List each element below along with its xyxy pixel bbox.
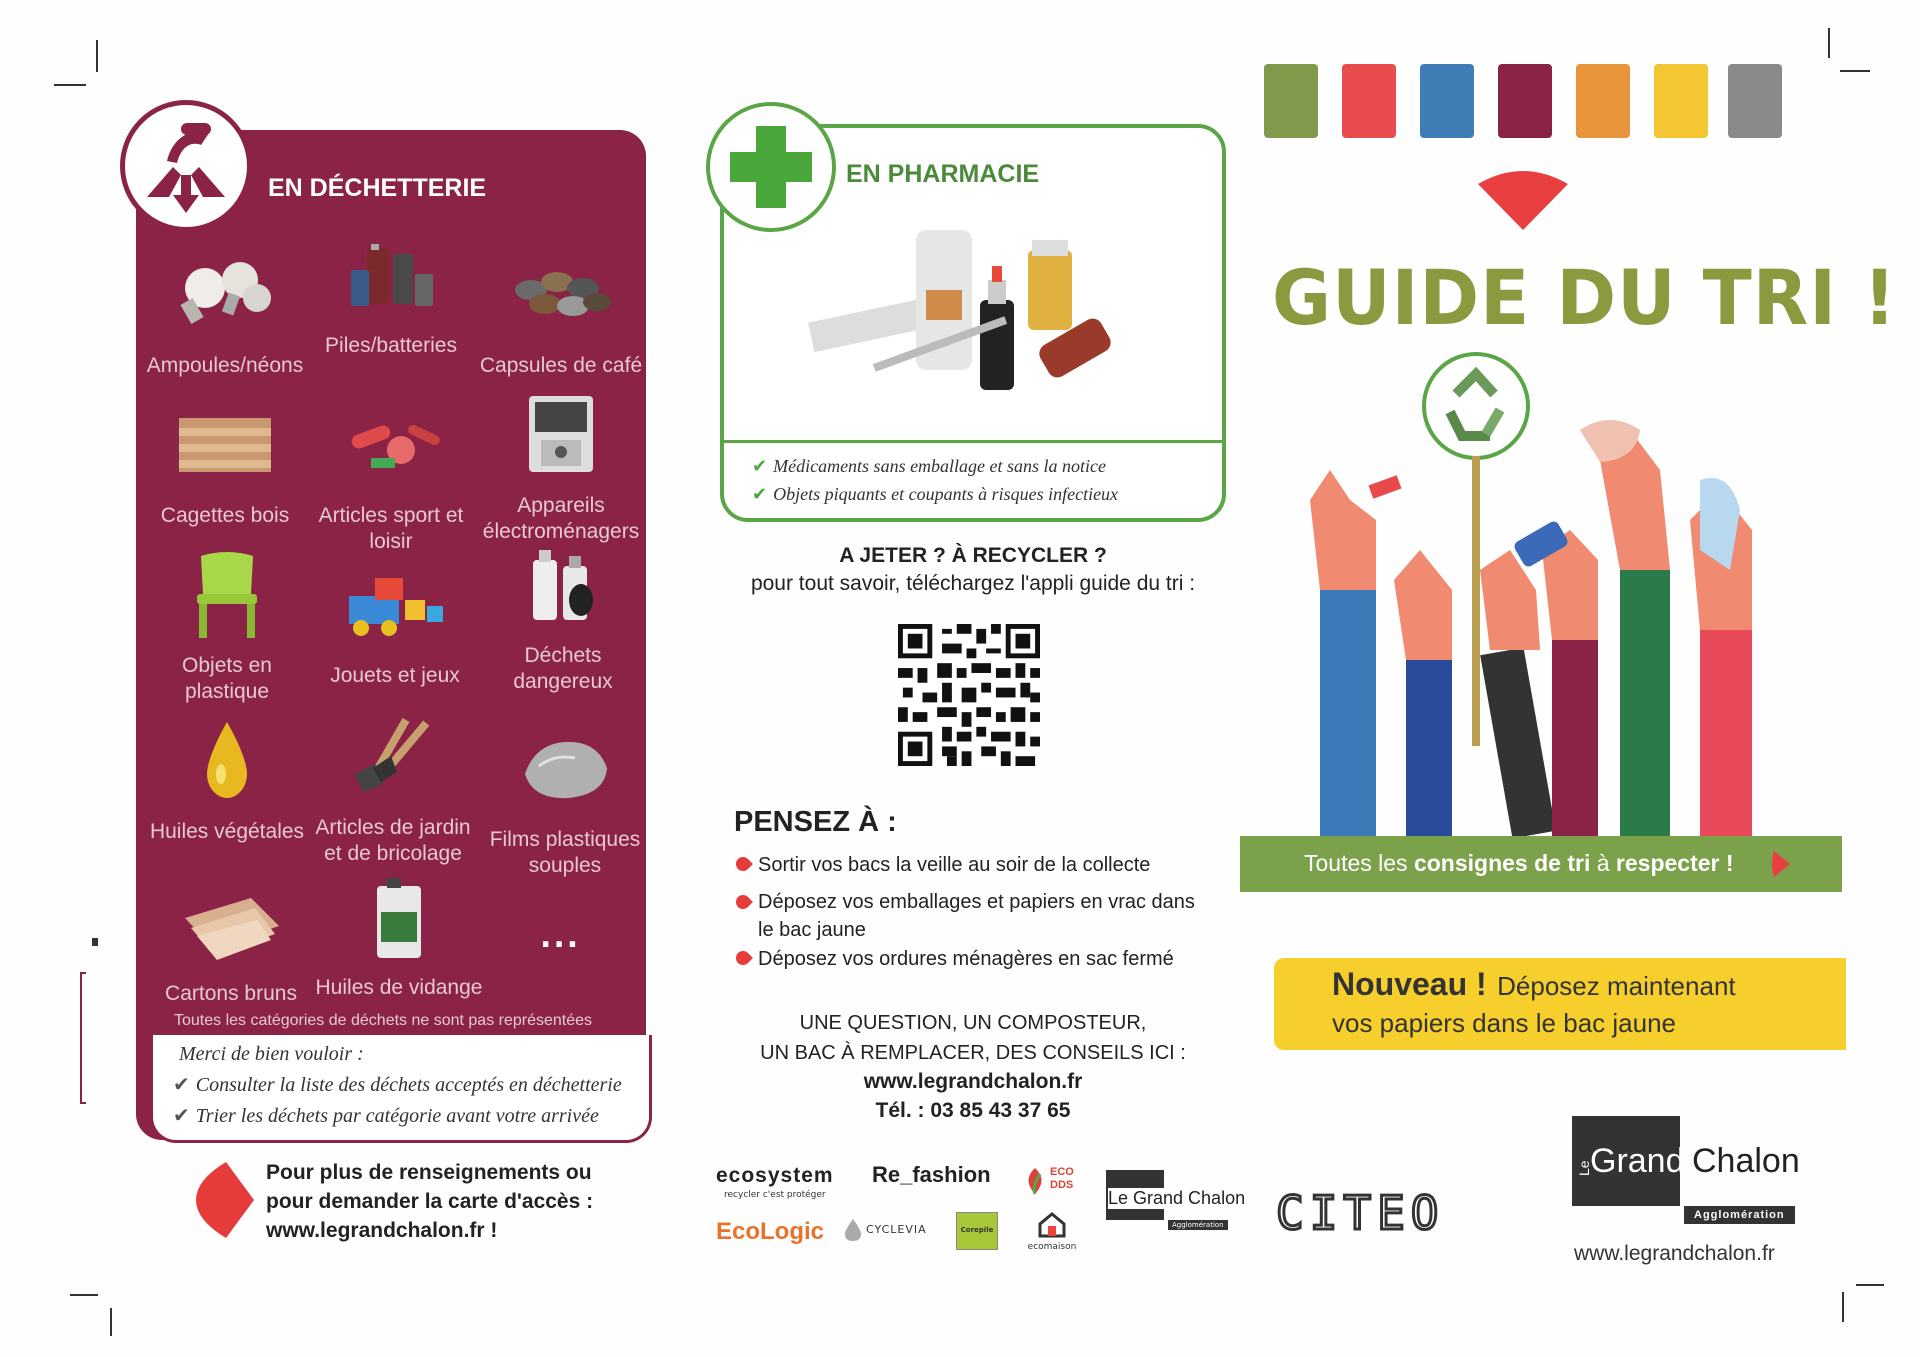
oil-drop-icon	[167, 716, 287, 806]
item-label: Cartons bruns	[165, 982, 297, 1005]
merci-item-text: Trier les déchets par catégorie avant votre arrivée	[195, 1105, 599, 1127]
corepile-text: Corepile	[960, 1226, 994, 1234]
item-sport	[306, 400, 476, 555]
info-text: Pour plus de renseignements ou pour demander la carte d'accès : www.legrandchalon.fr !	[266, 1161, 594, 1242]
item-label: Cagettes bois	[160, 504, 290, 527]
item-huiles-vegetales	[142, 716, 312, 845]
merci-item	[173, 1103, 629, 1128]
item-dechets-dangereux	[478, 540, 648, 695]
item-huiles-vidange	[314, 872, 484, 1001]
item-label: Films plastiques souples	[489, 828, 641, 877]
banner-text-mid: à	[1590, 850, 1616, 876]
nouveau-text1: Déposez maintenant	[1497, 971, 1736, 1001]
color-swatch	[1498, 64, 1552, 138]
color-swatch	[1264, 64, 1318, 138]
plastic-chair-icon	[167, 550, 287, 640]
check-icon: ✔	[752, 456, 768, 476]
pensez-item-text: Déposez vos emballages et papiers en vrac dans le bac jaune	[758, 891, 1195, 941]
ecodds-text: ECO DDS	[1050, 1166, 1074, 1191]
pensez-item-text: Sortir vos bacs la veille au soir de la collecte	[758, 854, 1151, 876]
item-jouets	[310, 560, 480, 689]
nouveau-line1	[1332, 966, 1736, 1003]
red-bullet-icon	[733, 854, 753, 874]
crop-mark	[1842, 1292, 1844, 1322]
item-label: Appareils électroménagers	[482, 494, 640, 543]
grandchalon-logo	[1572, 1116, 1804, 1234]
more-dots-icon: ...	[540, 920, 581, 955]
item-label: Huiles végétales	[149, 820, 305, 843]
check-icon: ✔	[173, 1074, 190, 1096]
item-films	[480, 724, 650, 879]
battery-icon	[331, 230, 451, 320]
item-cagettes	[140, 400, 310, 529]
crop-mark	[110, 1308, 112, 1336]
cyclevia-text: CYCLEVIA	[866, 1223, 927, 1236]
dechetterie-note: Toutes les catégories de déchets ne sont pas représentées	[174, 1012, 593, 1029]
grandchalon-logo-le: Le	[1576, 1160, 1592, 1176]
refashion-logo: Re_fashion	[872, 1162, 991, 1187]
item-label: Capsules de café	[479, 354, 643, 377]
crop-mark	[80, 972, 86, 1104]
crop-mark	[1840, 70, 1870, 72]
crop-dot	[92, 938, 98, 946]
app-text: pour tout savoir, téléchargez l'appli guide du tri :	[750, 572, 1196, 595]
item-capsules	[476, 250, 646, 379]
guide-title: GUIDE DU TRI !	[1272, 253, 1897, 343]
recycling-hand-icon	[125, 105, 247, 227]
pharmacy-item-text: Objets piquants et coupants à risques infectieux	[773, 484, 1119, 504]
nouveau-banner	[1274, 958, 1846, 1050]
pensez-item	[736, 888, 1196, 944]
contact-line2: UN BAC À REMPLACER, DES CONSEILS ICI :	[760, 1042, 1186, 1064]
center-phone: Tél. : 03 85 43 37 65	[875, 1099, 1071, 1122]
citeo-logo: CITEO	[1276, 1186, 1445, 1240]
item-label: Piles/batteries	[325, 334, 457, 357]
dechetterie-badge	[120, 100, 252, 232]
ecomaison-logo	[1022, 1212, 1082, 1252]
ecomaison-text: ecomaison	[1027, 1242, 1077, 1252]
pharmacy-divider	[724, 440, 1222, 443]
red-fan-icon	[1476, 170, 1570, 232]
garden-tools-icon	[333, 712, 453, 802]
item-jardin	[308, 712, 478, 867]
item-label: Déchets dangereux	[513, 644, 613, 693]
item-label: Articles de jardin et de bricolage	[315, 816, 471, 865]
merci-item	[173, 1072, 629, 1097]
item-label: Ampoules/néons	[146, 354, 304, 377]
color-swatch	[1654, 64, 1708, 138]
cardboard-icon	[171, 878, 291, 968]
red-pointer-icon	[196, 1160, 256, 1240]
merci-item-text: Consulter la liste des déchets acceptés en déchetterie	[195, 1074, 622, 1096]
ecologic-logo: EcoLogic	[716, 1218, 825, 1245]
hands-illustration	[1280, 350, 1780, 836]
hazardous-bottle-icon	[503, 540, 623, 630]
coffee-capsule-icon	[501, 250, 621, 340]
leaf-icon	[1022, 1166, 1048, 1196]
red-arrow-icon	[1770, 849, 1792, 879]
nouveau-title: Nouveau !	[1332, 966, 1487, 1002]
banner-text-bold1: consignes de tri	[1413, 850, 1591, 876]
item-appareils	[476, 390, 646, 545]
crop-mark	[70, 1294, 98, 1296]
house-icon	[1038, 1212, 1066, 1238]
crop-mark	[54, 84, 86, 86]
consignes-banner-text	[1304, 850, 1734, 877]
corepile-logo	[956, 1212, 998, 1250]
ecodds-logo	[1022, 1164, 1078, 1200]
pharmacy-item	[752, 484, 1118, 505]
crop-mark	[96, 40, 98, 72]
toy-truck-icon	[335, 560, 455, 650]
pharmacy-item	[752, 456, 1106, 477]
pensez-title: PENSEZ À :	[734, 806, 897, 838]
crop-mark	[1828, 28, 1830, 58]
item-plastique	[142, 550, 312, 705]
center-website[interactable]: www.legrandchalon.fr	[863, 1070, 1083, 1093]
pensez-item	[736, 948, 1174, 971]
merci-title: Merci de bien vouloir :	[179, 1043, 364, 1065]
item-ampoules	[140, 250, 310, 379]
right-website[interactable]: www.legrandchalon.fr	[1574, 1242, 1775, 1265]
pharmacy-title: EN PHARMACIE	[846, 160, 1040, 188]
item-label: Articles sport et loisir	[318, 504, 464, 553]
medicine-photo	[800, 210, 1120, 410]
nouveau-text2: vos papiers dans le bac jaune	[1332, 1008, 1677, 1038]
color-swatch	[1576, 64, 1630, 138]
plastic-film-icon	[505, 724, 625, 814]
item-cartons	[146, 878, 316, 1007]
item-label: Objets en plastique	[182, 654, 272, 703]
check-icon: ✔	[752, 484, 768, 504]
pensez-item-text: Déposez vos ordures ménagères en sac fermé	[758, 948, 1174, 970]
crop-mark	[1856, 1284, 1884, 1286]
sport-equipment-icon	[331, 400, 451, 490]
grandchalon-small-logo	[1106, 1170, 1246, 1238]
grandchalon-logo-chalon: Chalon	[1692, 1142, 1800, 1180]
ecosystem-logo: ecosystem	[716, 1164, 834, 1187]
item-label: Jouets et jeux	[330, 664, 460, 687]
grandchalon-logo-grand: Grand	[1590, 1142, 1685, 1180]
drop-icon	[844, 1218, 862, 1242]
grandchalon-small-tag: Agglomération	[1168, 1220, 1228, 1230]
ecosystem-tagline: recycler c'est protéger	[724, 1190, 826, 1200]
merci-box	[150, 1035, 652, 1143]
red-bullet-icon	[733, 892, 753, 912]
question-title: A JETER ? À RECYCLER ?	[839, 544, 1107, 567]
color-swatch	[1342, 64, 1396, 138]
light-bulb-icon	[165, 250, 285, 340]
oil-can-icon	[339, 872, 459, 962]
red-bullet-icon	[733, 948, 753, 968]
color-swatch	[1728, 64, 1782, 138]
banner-text-bold2: respecter !	[1615, 850, 1734, 876]
pensez-item	[736, 854, 1150, 877]
color-swatch	[1420, 64, 1474, 138]
appliance-icon	[501, 390, 621, 480]
contact-line1: UNE QUESTION, UN COMPOSTEUR,	[799, 1012, 1147, 1034]
dechetterie-title: EN DÉCHETTERIE	[268, 174, 487, 202]
consignes-banner[interactable]	[1240, 836, 1842, 892]
wooden-crate-icon	[165, 400, 285, 490]
item-piles	[306, 230, 476, 359]
qr-code[interactable]	[898, 624, 1040, 766]
grandchalon-small-text: Le Grand Chalon	[1108, 1188, 1246, 1208]
banner-text-pre: Toutes les	[1304, 850, 1414, 876]
grandchalon-logo-tag: Agglomération	[1684, 1206, 1795, 1224]
item-label: Huiles de vidange	[315, 976, 483, 999]
pharmacy-item-text: Médicaments sans emballage et sans la notice	[773, 456, 1107, 476]
check-icon: ✔	[173, 1105, 190, 1127]
